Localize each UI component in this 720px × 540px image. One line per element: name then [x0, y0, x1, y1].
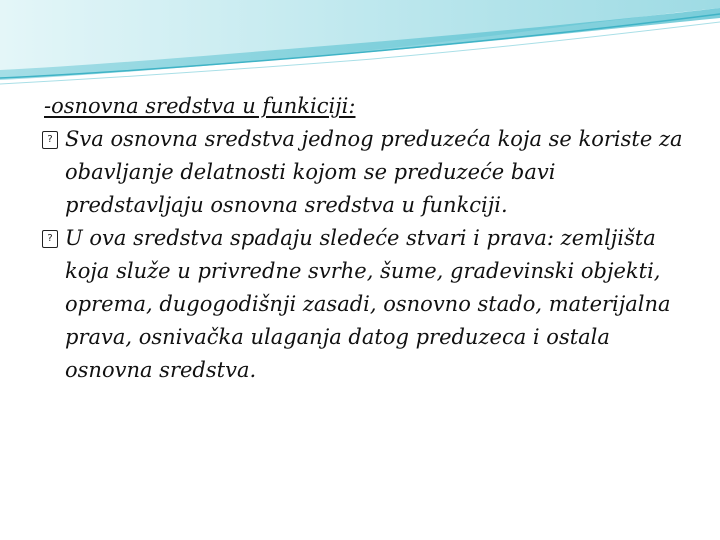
slide-content: [44, 90, 694, 387]
bullet-item: [44, 222, 694, 387]
missing-glyph-box-icon: ?: [42, 230, 58, 248]
missing-glyph-box-icon: ?: [42, 131, 58, 149]
slide-heading: -osnovna sredstva u funkiciji:: [44, 94, 356, 118]
bullet-item: [44, 123, 694, 222]
header-wave-decoration: [0, 0, 720, 90]
bullet-text: Sva osnovna sredstva jednog preduzeća koja se koriste za obavljanje delatnosti kojom se preduzeće bavi predstavljaju osnovna sredstva u funkciji.: [65, 127, 683, 217]
bullet-text: U ova sredstva spadaju sledeće stvari i prava: zemljišta koja služe u privredne svrhe, šume, gradevinski objekti, oprema, dugogodišnji zasadi, osnovno stado, materijalna prava, osnivačka ulaganja datog preduzeca i ostala osnovna sredstva.: [65, 226, 671, 382]
